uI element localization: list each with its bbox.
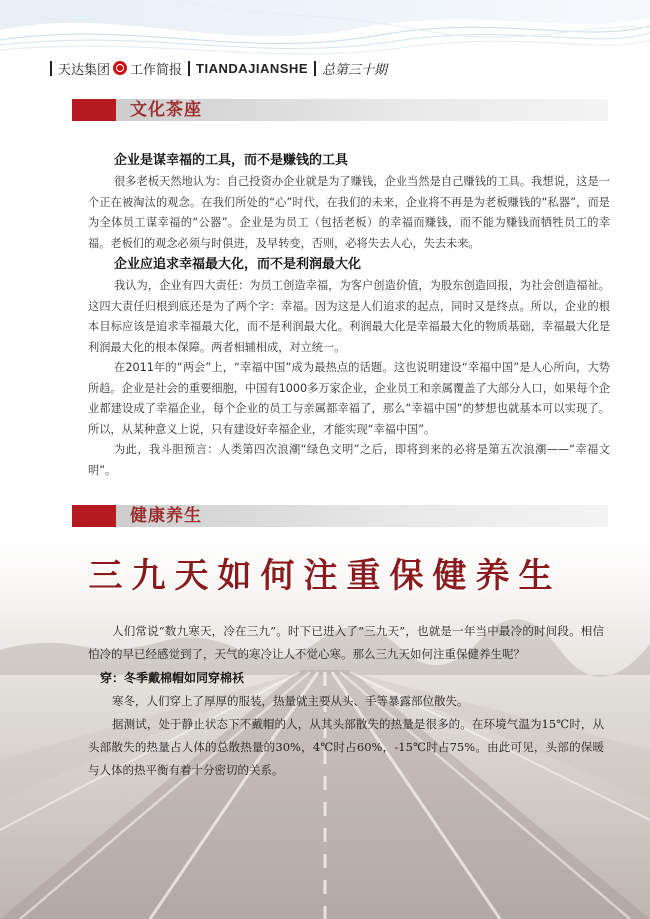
article-paragraph: 在2011年的“两会”上，“幸福中国”成为最热点的话题。这也说明建设“幸福中国”是人心所向，大势所趋。企业是社会的重要细胞，中国有1000多万家企业，企业员工和亲属覆盖了大部分人口，如果每个企业都建设成了幸福企业，每个企业的员工与亲属都幸福了，那么“幸福中国”的梦想也就基本可以实现了。所以，从某种意义上说，只有建设好幸福企业，才能实现“幸福中国”。 <box>88 361 610 436</box>
article-paragraph: 据测试，处于静止状态下不戴帽的人，从其头部散失的热量是很多的。在环境气温为15℃时，从头部散失的热量占人体的总散热量的30%，4℃时占60%，-15℃时占75%。由此可见，头部的保暖与人体的热平衡有着十分密切的关系。 <box>88 717 604 777</box>
section-marker <box>72 505 116 527</box>
article-paragraph: 为此，我斗胆预言：人类第四次浪潮“绿色文明”之后，即将到来的必将是第五次浪潮——“幸福文明”。 <box>88 443 610 477</box>
company-name: 天达集团 <box>58 62 111 78</box>
divider-bar <box>314 61 316 76</box>
article-heading: 企业应追求幸福最大化，而不是利润最大化 <box>114 257 362 272</box>
culture-article <box>88 150 610 481</box>
article-paragraph: 很多老板天然地认为：自己投资办企业就是为了赚钱，企业当然是自己赚钱的工具。我想说，这是一个正在被淘汰的观念。在我们所处的“心”时代，在我们的未来，企业将不再是为老板赚钱的“私器”，而是为全体员工谋幸福的“公器”。企业是为员工（包括老板）的幸福而赚钱，而不能为赚钱而牺牲员工的幸福。老板们的观念必须与时俱进，及早转变，否则，必将失去人心，失去未来。 <box>88 175 610 250</box>
english-name: TIANDAJIANSHE <box>196 60 308 76</box>
culture-section-header <box>72 99 608 121</box>
health-article-title: 三九天如何注重保健养生 <box>88 556 562 596</box>
culture-section-title: 文化茶座 <box>130 100 202 120</box>
section-marker <box>72 99 116 121</box>
article-paragraph: 寒冬，人们穿上了厚厚的服装，热量就主要从头、手等暴露部位散失。 <box>112 694 469 708</box>
health-article <box>88 620 604 782</box>
company-logo-icon <box>113 61 127 75</box>
masthead <box>44 58 387 78</box>
article-heading: 企业是谋幸福的工具，而不是赚钱的工具 <box>114 153 349 168</box>
divider-bar <box>188 61 190 76</box>
issue-number: 总第三十期 <box>322 62 388 78</box>
article-paragraph: 我认为，企业有四大责任：为员工创造幸福，为客户创造价值，为股东创造回报，为社会创造福祉。这四大责任归根到底还是为了两个字：幸福。因为这是人们追求的起点，同时又是终点。所以，企业的根本目标应该是追求幸福最大化，而不是利润最大化。利润最大化是幸福最大化的物质基础，幸福最大化是利润最大化的根本保障。两者相辅相成，对立统一。 <box>88 279 610 354</box>
divider-bar <box>50 61 52 76</box>
health-section-header <box>72 505 608 527</box>
bulletin-name: 工作简报 <box>130 62 183 78</box>
article-paragraph: 人们常说“数九寒天，冷在三九”。时下已进入了“三九天”，也就是一年当中最冷的时间段。相信怕冷的早已经感觉到了，天气的寒冷让人不觉心寒。那么三九天如何注重保健养生呢？ <box>88 624 604 661</box>
health-section-title: 健康养生 <box>130 506 202 526</box>
article-heading: 穿：冬季戴棉帽如同穿棉袄 <box>100 671 245 685</box>
